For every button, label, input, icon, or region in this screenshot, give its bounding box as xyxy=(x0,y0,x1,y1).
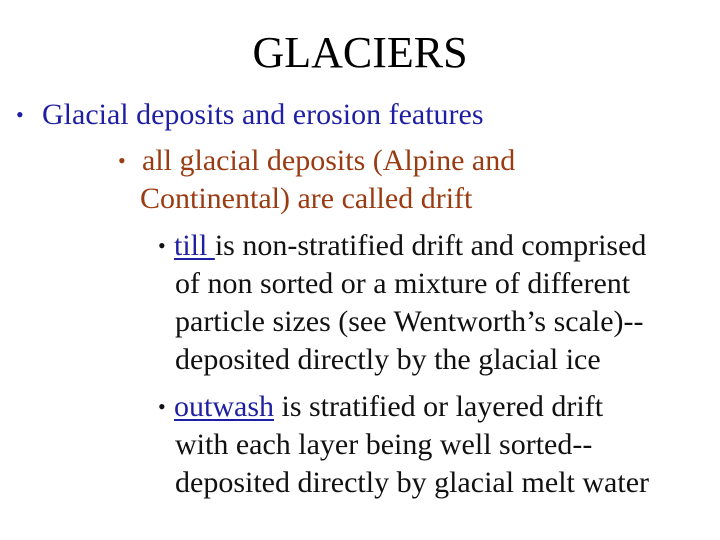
till-line-1 xyxy=(174,229,646,263)
outwash-line-3: deposited directly by glacial melt water xyxy=(175,466,649,499)
bullet-level1: • xyxy=(16,102,24,127)
outwash-line-2: with each layer being well sorted-- xyxy=(175,428,593,461)
till-line-3: particle sizes (see Wentworth’s scale)-- xyxy=(175,305,644,338)
bullet-level2: • xyxy=(118,148,126,173)
till-line-4: deposited directly by the glacial ice xyxy=(175,343,601,376)
term-outwash: outwash xyxy=(174,390,274,423)
outwash-line-1 xyxy=(174,390,603,424)
outwash-text-1: is stratified or layered drift xyxy=(274,390,604,423)
slide-title: GLACIERS xyxy=(252,28,468,77)
bullet-outwash: • xyxy=(158,394,166,419)
level1-text: Glacial deposits and erosion features xyxy=(42,98,484,131)
level2-line-1: all glacial deposits (Alpine and xyxy=(142,144,516,177)
bullet-till: • xyxy=(158,233,166,258)
till-line-2: of non sorted or a mixture of different xyxy=(175,267,631,300)
term-till: till xyxy=(174,229,215,262)
till-text-1: is non-stratified drift and comprised xyxy=(214,229,647,262)
level2-line-2: Continental) are called drift xyxy=(140,182,473,215)
